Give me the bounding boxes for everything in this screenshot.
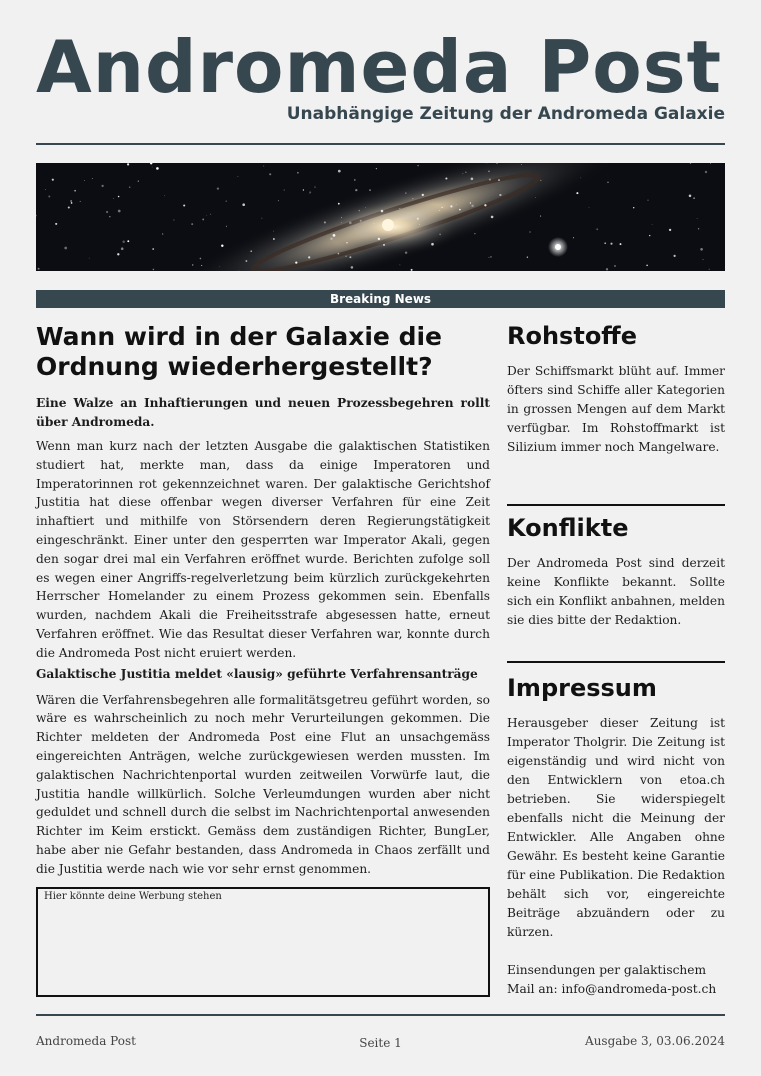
main-article (36, 322, 490, 879)
impressum-text: Herausgeber dieser Zeitung ist Imperator Tholgrir. Die Zeitung ist eigenständig und wird nicht von den Entwicklern von etoa.ch betrieben. Sie widerspiegelt ebenfalls nicht die Meinung der Entwickler. Alle Angaben ohne Gewähr. Es besteht keine Garantie für eine Publikation. Die Redaktion behält sich vor, eingereichte Beiträge abzuändern oder zu kürzen. (507, 716, 725, 939)
ad-placeholder (36, 887, 490, 997)
article-paragraph: Wären die Verfahrensbegehren alle formalitätsgetreu geführt worden, so wäre es wahrscheinlich zu noch mehr Verurteilungen gekommen. Die Richter meldeten der Andromeda Post eine Flut an unsachgemäss eingereichten Anträgen, welche zurückgewiesen werden mussten. Im galaktischen Nachrichtenportal wurden zeitweilen Vorwürfe laut, die Justitia handle willkürlich. Solche Verleumdungen wurden aber nicht geduldet und schnell durch die selbst im Nachrichtenportal anwesenden Richter im Keim erstickt. Gemäss dem zuständigen Richter, BungLer, habe aber nie Gefahr bestanden, dass Andromeda in Chaos zerfällt und die Justitia werde nach wie vor sehr ernst genommen. (36, 692, 490, 876)
sidebar-divider (507, 504, 725, 506)
footer-issue: Ausgabe 3, 03.06.2024 (585, 1034, 725, 1048)
rohstoffe-title: Rohstoffe (507, 322, 638, 350)
masthead-title: Andromeda Post (36, 25, 723, 109)
article-headline: Wann wird in der Galaxie die Ordnung wiederhergestellt? (36, 322, 443, 381)
sidebar-rohstoffe (507, 322, 725, 457)
ad-placeholder-text: Hier könnte deine Werbung stehen (44, 891, 222, 902)
rohstoffe-text: Der Schiffsmarkt blüht auf. Immer öfters sind Schiffe aller Kategorien in grossen Mengen auf dem Markt verfügbar. Im Rohstoffmarkt ist Silizium immer noch Mangelware. (507, 364, 725, 454)
sidebar-konflikte (507, 514, 725, 630)
impressum-title: Impressum (507, 674, 657, 702)
masthead-divider (36, 143, 725, 145)
konflikte-title: Konflikte (507, 514, 629, 542)
sidebar-impressum (507, 674, 725, 999)
impressum-contact: Einsendungen per galaktischem Mail an: info@andromeda-post.ch (507, 963, 717, 996)
article-paragraph: Wenn man kurz nach der letzten Ausgabe die galaktischen Statistiken studiert hat, merkte man, dass da einige Imperatoren und Imperatorinnen rot gekennzeichnet waren. Der galaktische Gerichtshof Justitia hat diese offenbar wegen diverser Verfahren für eine Zeit inhaftiert und mithilfe von Störsendern deren Regierungstätigkeit eingeschränkt. Einer unter den gesperrten war Imperator Akali, gegen den sogar drei mal ein Verfahren eröffnet wurde. Berichten zufolge soll es wegen einer Angriffs-regelverletzung beim kürzlich zurückgekehrten Herrscher Homelander zu einem Prozess gekommen sein. Ebenfalls wurden, nachdem Akali die Freiheitsstrafe abgesessen hatte, erneut Verfahren eröffnet. Wie das Resultat dieser Verfahren war, konnte durch die Andromeda Post nicht eruiert werden. (36, 439, 490, 660)
andromeda-galaxy-image (36, 163, 725, 271)
article-subheading: Galaktische Justitia meldet «lausig» geführte Verfahrensanträge (36, 666, 478, 681)
breaking-news-banner: Breaking News (36, 290, 725, 308)
konflikte-text: Der Andromeda Post sind derzeit keine Konflikte bekannt. Sollte sich ein Konflikt anbahnen, melden sie dies bitte der Redaktion. (507, 556, 725, 627)
article-lead: Eine Walze an Inhaftierungen und neuen Prozessbegehren rollt über Andromeda. (36, 396, 490, 429)
masthead-subtitle: Unabhängige Zeitung der Andromeda Galaxie (286, 104, 725, 124)
footer-page-number: Seite 1 (359, 1036, 402, 1050)
footer-divider (36, 1014, 725, 1016)
sidebar-divider (507, 661, 725, 663)
footer-publication: Andromeda Post (36, 1034, 136, 1048)
